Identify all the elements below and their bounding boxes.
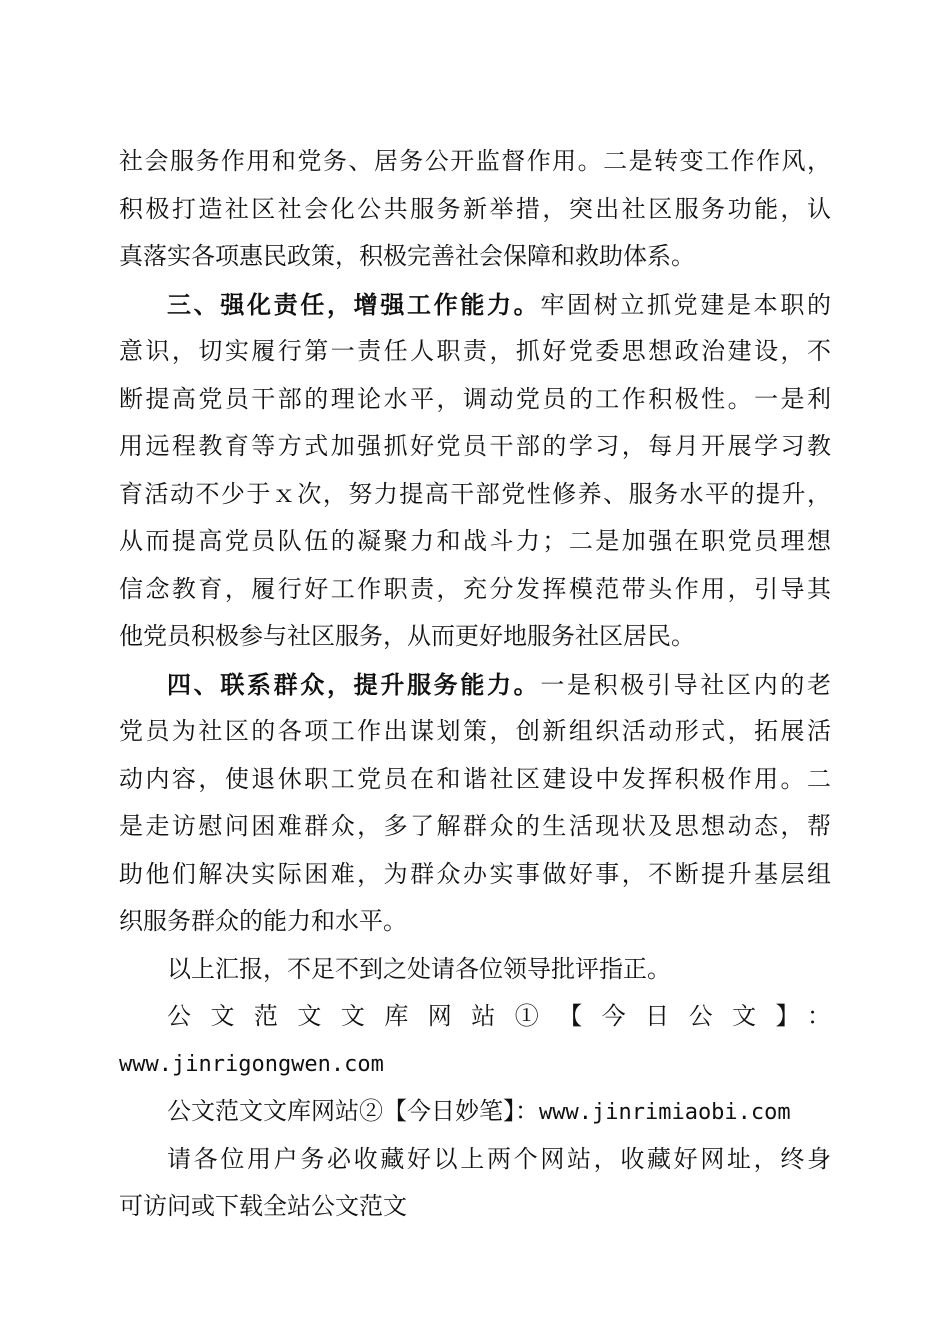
paragraph-1 [119, 138, 831, 281]
text-line: 他党员积极参与社区服务，从而更好地服务社区居民。 [119, 622, 695, 650]
paragraph-2 [119, 281, 831, 661]
site-2-line [119, 1088, 831, 1136]
text-line: 意识，切实履行第一责任人职责，抓好党委思想政治建设，不 [119, 337, 831, 365]
text-line: 党员为社区的各项工作出谋划策，创新组织活动形式，拓展活 [119, 717, 831, 745]
text-line: 用远程教育等方式加强抓好党员干部的学习，每月开展学习教 [119, 432, 831, 460]
text-run: 一是积极引导社区内的老 [540, 670, 832, 699]
text-line [119, 281, 831, 329]
notice-paragraph [119, 1136, 831, 1231]
text-line: 真落实各项惠民政策，积极完善社会保障和救助体系。 [119, 242, 695, 270]
closing-paragraph: 以上汇报，不足不到之处请各位领导批评指正。 [167, 954, 671, 983]
site-1-url[interactable]: www.jinrigongwen.com [119, 1051, 384, 1077]
text-line: 信念教育，履行好工作职责，充分发挥模范带头作用，引导其 [119, 574, 831, 603]
text-line: 可访问或下载全站公文范文 [119, 1192, 407, 1220]
text-line: 请各位用户务必收藏好以上两个网站，收藏好网址，终身 [167, 1144, 831, 1173]
section-heading-4: 四、联系群众，提升服务能力。 [167, 669, 541, 699]
site-1-label: 公文范文文库网站①【今日公文】： [167, 1002, 831, 1030]
text-line: 育活动不少于ｘ次，努力提高干部党性修养、服务水平的提升， [119, 479, 831, 508]
paragraph-3 [119, 661, 831, 946]
site-2-url[interactable]: www.jinrimiaobi.com [539, 1100, 791, 1125]
text-line [119, 661, 831, 709]
text-line: 社会服务作用和党务、居务公开监督作用。二是转变工作作风， [119, 147, 831, 175]
text-line: 助他们解决实际困难，为群众办实事做好事，不断提升基层组 [119, 859, 831, 888]
section-heading-3: 三、强化责任，增强工作能力。 [167, 289, 541, 319]
text-line: 断提高党员干部的理论水平，调动党员的工作积极性。一是利 [119, 384, 831, 413]
text-line: 是走访慰问困难群众，多了解群众的生活现状及思想动态，帮 [119, 812, 831, 840]
text-line: 积极打造社区社会化公共服务新举措，突出社区服务功能，认 [119, 194, 831, 223]
text-run: 牢固树立抓党建是本职的 [540, 290, 832, 319]
document-page [119, 138, 831, 1231]
site-1-block [119, 993, 831, 1088]
site-2-label: 公文范文文库网站②【今日妙笔】： [167, 1097, 539, 1125]
text-line: 织服务群众的能力和水平。 [119, 907, 407, 935]
text-line: 动内容，使退休职工党员在和谐社区建设中发挥积极作用。二 [119, 764, 831, 793]
text-line: 从而提高党员队伍的凝聚力和战斗力；二是加强在职党员理想 [119, 527, 831, 555]
